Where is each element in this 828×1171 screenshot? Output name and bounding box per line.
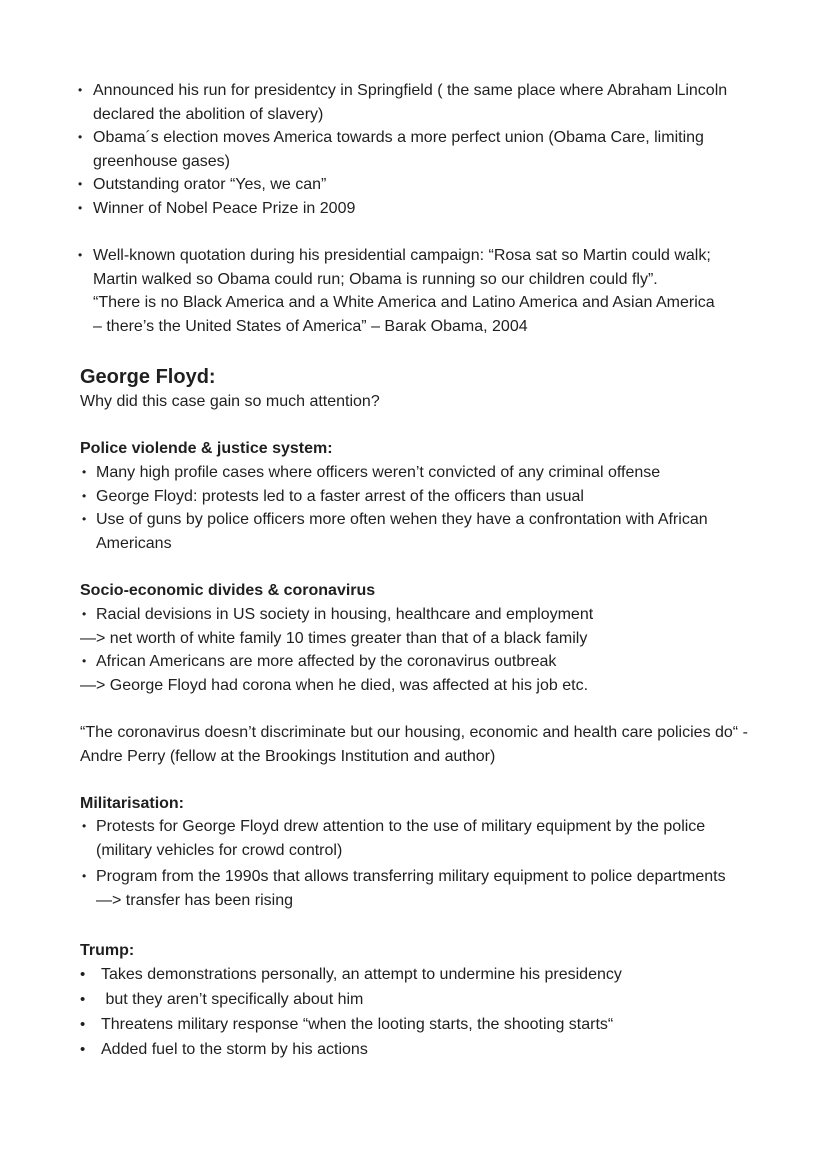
subsection-heading-police: Police violende & justice system: <box>80 440 333 457</box>
section-question: Why did this case gain so much attention? <box>80 393 380 410</box>
list-item: • Protests for George Floyd drew attention to the use of military equipment by the police (military vehicles for crowd control) <box>0 815 745 862</box>
subsection-heading-trump: Trump: <box>80 942 135 959</box>
section-title: George Floyd: <box>80 366 216 388</box>
trump-list <box>0 962 828 1062</box>
list-item: • Racial devisions in US society in housing, healthcare and employment <box>0 603 828 627</box>
list-item: • but they aren’t specifically about him <box>0 987 828 1012</box>
list-item: • Announced his run for presidentcy in Springfield ( the same place where Abraham Lincoln declared the abolition of slavery) <box>0 79 740 126</box>
list-item: • Takes demonstrations personally, an attempt to undermine his presidency <box>0 962 828 987</box>
quotation-line: Well-known quotation during his presidential campaign: “Rosa sat so Martin could walk; <box>93 247 711 264</box>
perry-quote: “The coronavirus doesn’t discriminate but our housing, economic and health care policies do“ - Andre Perry (fellow at the Brookings Institution and author) <box>80 724 748 765</box>
list-item: • Added fuel to the storm by his actions <box>0 1037 828 1062</box>
list-item: • Winner of Nobel Peace Prize in 2009 <box>0 197 740 221</box>
obama-quotation-list <box>0 244 828 338</box>
list-item <box>0 244 828 338</box>
arrow-line: —> George Floyd had corona when he died, was affected at his job etc. <box>80 676 589 694</box>
police-list <box>0 461 750 555</box>
subsection-heading-socio: Socio-economic divides & coronavirus <box>80 582 376 599</box>
list-item: • Obama´s election moves America towards a more perfect union (Obama Care, limiting greenhouse gases) <box>0 126 740 173</box>
arrow-line: —> net worth of white family 10 times greater than that of a black family <box>80 629 588 647</box>
subsection-heading-militarisation: Militarisation: <box>80 795 185 812</box>
quotation-line: Martin walked so Obama could run; Obama is running so our children could fly”. <box>93 270 658 288</box>
list-item: • Program from the 1990s that allows transferring military equipment to police departments —> transfer has been rising <box>0 865 745 912</box>
list-item: • African Americans are more affected by the coronavirus outbreak <box>0 650 828 674</box>
list-item: • Outstanding orator “Yes, we can” <box>0 173 740 197</box>
list-item: • Use of guns by police officers more often wehen they have a confrontation with African Americans <box>0 508 750 555</box>
militarisation-list <box>0 815 745 912</box>
socio-list <box>0 603 828 697</box>
list-item: • George Floyd: protests led to a faster arrest of the officers than usual <box>0 485 750 509</box>
quotation-line: “There is no Black America and a White America and Latino America and Asian America <box>93 294 715 312</box>
list-item: • Many high profile cases where officers weren’t convicted of any criminal offense <box>0 461 750 485</box>
list-item: • Threatens military response “when the looting starts, the shooting starts“ <box>0 1012 828 1037</box>
quotation-line: – there’s the United States of America” – Barak Obama, 2004 <box>93 317 528 335</box>
obama-facts-list <box>0 79 740 221</box>
